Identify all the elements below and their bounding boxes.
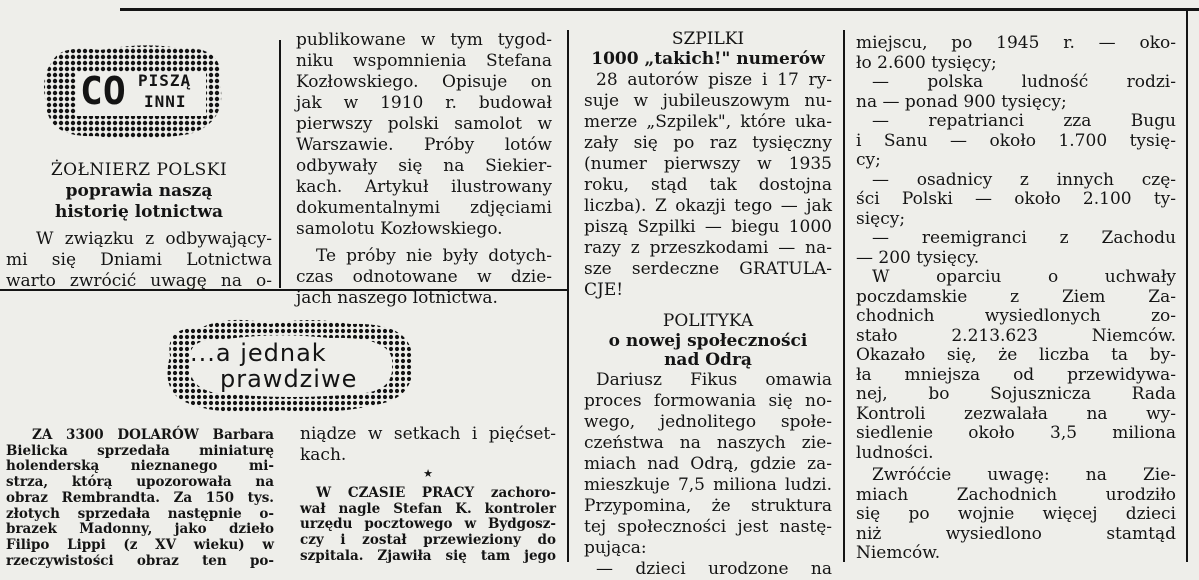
body-line: dokumentalnymi zdjęciami xyxy=(296,198,552,218)
body-line: liczba). Z okazji tego — jak xyxy=(584,196,832,216)
top-rule xyxy=(120,8,1199,11)
body-line: Kozłowskiego. Opisuje on xyxy=(296,72,552,92)
body-line: cy; xyxy=(856,150,881,170)
logo-co: CO xyxy=(80,69,126,113)
body-line: niądze w setkach i pięćset- xyxy=(300,424,556,444)
logo-inni: INNI xyxy=(144,92,187,111)
body-line: nej, bo Sojusznicza Rada xyxy=(856,384,1176,404)
body-line: Przypomina, że struktura xyxy=(584,496,832,516)
article-za-3300-dolarow xyxy=(6,428,274,569)
body-line: sze serdeczne GRATULA- xyxy=(584,259,832,279)
body-line: — osadnicy z innych czę- xyxy=(872,169,1176,190)
body-line: miach nad Odrą, gdzie za- xyxy=(584,454,832,474)
column-rule-2 xyxy=(567,30,569,562)
body-line: — dzieci urodzone na xyxy=(596,559,832,579)
body-line: W oparciu o uchwały xyxy=(872,267,1176,287)
a-jednak-prawdziwe-logo xyxy=(160,316,420,418)
body-line: publikowane w tym tygod- xyxy=(296,30,552,50)
body-line: Okazało się, że liczba ta by- xyxy=(856,345,1176,365)
body-line: niż wysiedlono stamtąd xyxy=(856,523,1176,544)
article-szpilki xyxy=(584,30,832,580)
body-line: ZA 3300 DOLARÓW Barbara xyxy=(32,427,274,443)
body-line: Te próby nie były dotych- xyxy=(316,246,552,266)
body-line: strza, którą upozorowała na xyxy=(6,474,274,491)
body-line: suje w jubileuszowym nu- xyxy=(584,91,832,111)
body-line: piszą Szpilki — biegu 1000 xyxy=(584,217,832,237)
body-line: ści Polski — około 2.100 ty- xyxy=(856,189,1176,209)
body-line: urzędu pocztowego w Bydgosz- xyxy=(300,516,556,533)
article-title: 1000 „takich!" numerów xyxy=(591,49,825,69)
body-line: Niemców. xyxy=(856,543,941,563)
body-line: jach naszego lotnictwa. xyxy=(296,288,498,308)
body-line: obraz Rembrandta. Za 150 tys. xyxy=(6,489,274,506)
body-line: pująca: xyxy=(584,538,647,558)
body-line: Kontroli zezwalała na wy- xyxy=(856,403,1176,424)
body-line: Dariusz Fikus omawia xyxy=(596,370,832,390)
body-line: ludności. xyxy=(856,442,934,463)
logo-a-jednak: ...a jednak xyxy=(190,339,327,367)
body-line: Filipo Lippi (z XV wieku) w xyxy=(6,536,274,553)
article-kicker: SZPILKI xyxy=(671,29,745,49)
body-line: pierwszy polski samolot w xyxy=(296,114,552,134)
body-line: jak w 1910 r. budował xyxy=(296,93,552,113)
body-line: (numer pierwszy w 1935 xyxy=(584,154,832,174)
body-line: — polska ludność rodzi- xyxy=(872,72,1176,92)
body-line: zały się po raz tysięczny xyxy=(584,133,832,153)
body-line: wał nagle Stefan K. kontroler xyxy=(300,500,556,517)
body-line: CJE! xyxy=(584,280,624,300)
column-rule-3 xyxy=(843,30,845,562)
body-line: siedlenie około 3,5 miliona xyxy=(856,423,1176,443)
body-line: samolotu Kozłowskiego. xyxy=(296,219,503,239)
body-line: razy z przeszkodami — na- xyxy=(584,238,832,258)
article-zolnierz-polski xyxy=(6,160,272,292)
body-line: merze „Szpilek", które uka- xyxy=(584,112,832,132)
body-line: i Sanu — około 1.700 tysię- xyxy=(856,130,1176,151)
star-separator-icon: ★ xyxy=(423,467,433,480)
article-kicker-polityka: POLITYKA xyxy=(662,311,754,331)
body-line: poczdamskie z Ziem Za- xyxy=(856,286,1176,307)
body-line: czas odnotowane w dzie- xyxy=(296,267,552,287)
body-line: mieszkuje 7,5 miliona ludzi. xyxy=(584,475,832,495)
body-line: kach. Artykuł ilustrowany xyxy=(296,177,552,197)
column-rule-right-edge xyxy=(1186,11,1188,562)
body-line: na — ponad 900 tysięcy; xyxy=(856,91,1067,112)
article-w-czasie-pracy xyxy=(300,486,556,565)
article-kicker: ŻOŁNIERZ POLSKI xyxy=(50,160,228,180)
body-line: chodnich wysiedlonych zo- xyxy=(856,306,1176,326)
article-title-line-1: poprawia naszą xyxy=(65,181,213,201)
body-line: W CZASIE PRACY zachoro- xyxy=(316,485,556,501)
body-line: Bielicka sprzedała miniaturę xyxy=(6,442,274,459)
body-line: brazek Madonny, jako dzieło xyxy=(6,521,274,538)
body-line: czy i został przewieziony do xyxy=(300,532,556,549)
body-line: ło 2.600 tysięcy; xyxy=(856,52,997,73)
body-line: niku wspomnienia Stefana xyxy=(296,51,552,71)
co-pisza-inni-logo xyxy=(40,42,230,142)
body-line: ła mniejsza od przewidywa- xyxy=(856,364,1176,385)
logo-prawdziwe: prawdziwe xyxy=(220,365,358,393)
body-line: czeństwa na naszych zie- xyxy=(584,433,832,453)
body-line: — repatrianci zza Bugu xyxy=(872,111,1176,131)
body-line: Zwróćcie uwagę: na Zie- xyxy=(872,465,1176,485)
dotted-frame-icon xyxy=(40,42,230,142)
article-title-polityka-line-1: o nowej społeczności xyxy=(608,331,808,351)
body-line: miach Zachodnich urodziło xyxy=(856,484,1176,505)
body-line: szpitala. Zjawiła się tam jego xyxy=(300,547,556,564)
body-line: mi się Dniami Lotnictwa xyxy=(6,250,272,270)
body-line: roku, stąd tak dostojna xyxy=(584,175,832,195)
body-line: — 200 tysięcy. xyxy=(856,247,980,268)
body-line: — reemigranci z Zachodu xyxy=(872,228,1176,248)
article-zolnierz-continued xyxy=(296,30,552,309)
body-line: W związku z odbywający- xyxy=(36,229,272,249)
column-rule-1 xyxy=(279,40,281,288)
article-bottom-middle xyxy=(300,424,556,482)
article-title-line-2: historię lotnictwa xyxy=(54,202,224,222)
body-line: holenderską nieznanego mi- xyxy=(6,458,274,475)
body-line: 28 autorów pisze i 17 ry- xyxy=(596,70,832,90)
body-line: rzeczywistości obraz ten po- xyxy=(6,552,274,569)
body-line: złotych sprzedała następnie o- xyxy=(6,505,274,522)
logo-pisza: PISZĄ xyxy=(138,71,192,90)
article-title-polityka-line-2: nad Odrą xyxy=(664,350,752,370)
body-line: wego, jednolitego społe- xyxy=(584,412,832,432)
body-line: odbywały się na Siekier- xyxy=(296,156,552,176)
body-line: się po wojnie więcej dzieci xyxy=(856,504,1176,524)
body-line: tej społeczności jest nastę- xyxy=(584,517,832,537)
body-line: proces formowania się no- xyxy=(584,391,832,411)
body-line: stało 2.213.623 Niemców. xyxy=(856,325,1176,346)
body-line: Warszawie. Próby lotów xyxy=(296,135,552,155)
body-line: warto zwrócić uwagę na o- xyxy=(6,271,272,291)
article-polityka-continued xyxy=(856,34,1176,564)
body-line: sięcy; xyxy=(856,208,906,229)
body-line: miejscu, po 1945 r. — oko- xyxy=(856,33,1176,53)
body-line: kach. xyxy=(300,445,347,465)
